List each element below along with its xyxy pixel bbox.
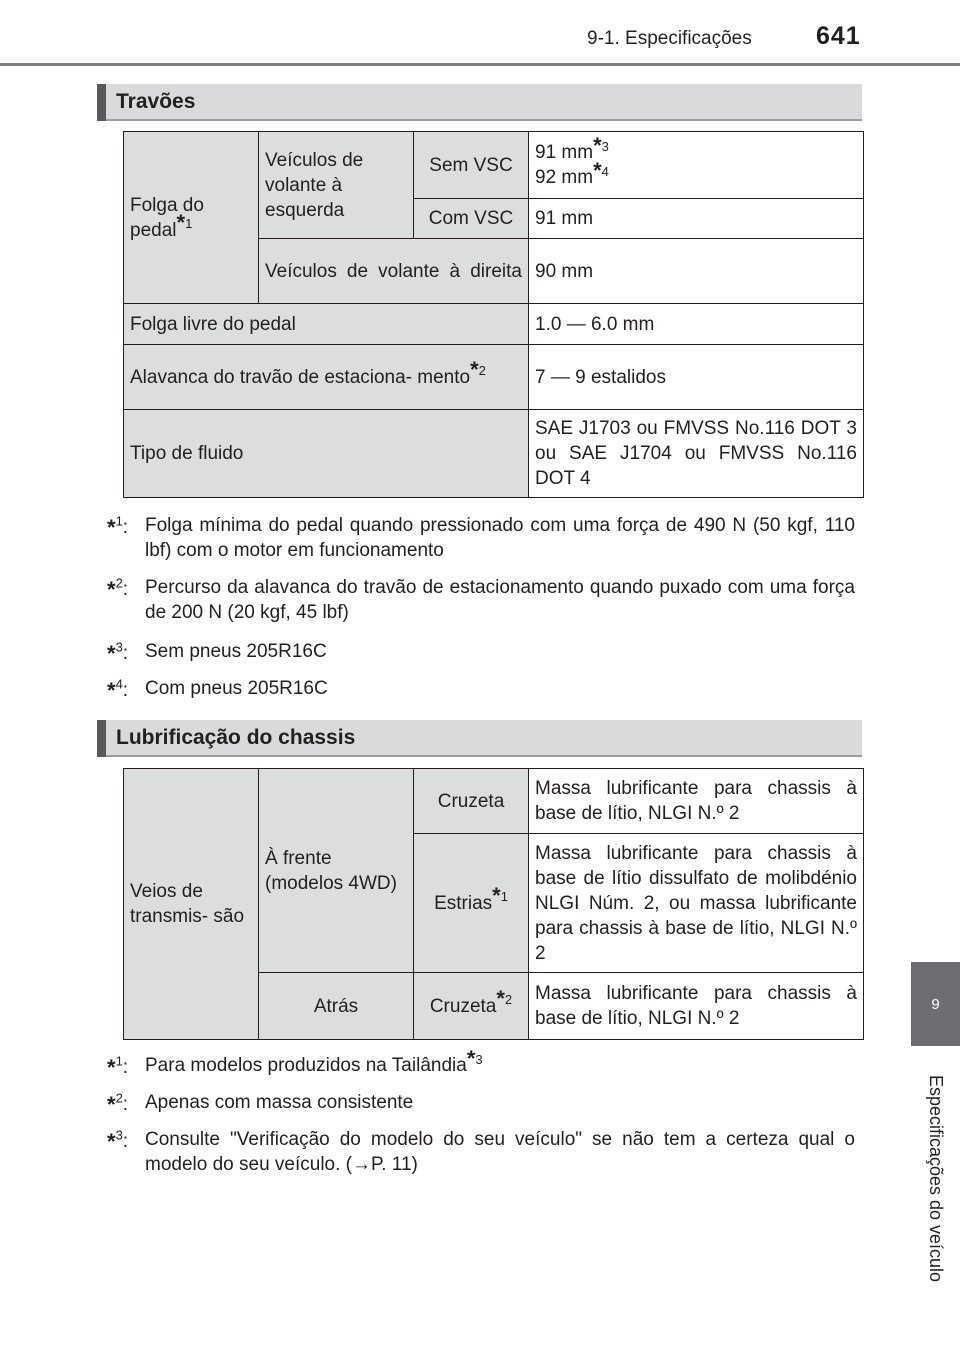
chapter-tab[interactable] [911,962,960,1046]
footnote: *$^3$: Sem pneus 205R16C [107,639,855,664]
fluid-type-value: SAE J1703 ou FMVSS No.116 DOT 3 ou SAE J1704 ou FMVSS No.116 DOT 4 [529,410,864,498]
pedal-play-label-cell: Folga do pedal$^{*1}$ [124,132,259,304]
footnote: *$^2$: Apenas com massa consistente [107,1090,855,1115]
section-marker [97,84,106,121]
header-rule [0,63,960,66]
without-vsc-value-a: 91 mm [535,142,594,163]
cross-joint-grease: Massa lubrificante para chassis à base de lítio, NLGI N.º 2 [529,769,864,834]
with-vsc-label: Com VSC [414,199,529,239]
footnote-text: Percurso da alavanca do travão de estacionamento quando puxado com uma força de 200 N (20 kgf, 45 lbf) [145,577,855,623]
drive-shafts-label: Veios de transmis- são [124,769,259,1040]
footnote: *$^4$: Com pneus 205R16C [107,676,855,701]
chapter-label [911,1052,960,1304]
front-label: À frente (modelos 4WD) [259,769,414,973]
footnote-text: Folga mínima do pedal quando pressionado com uma força de 490 N (50 kgf, 110 lbf) com o motor em funcionamento [145,515,855,561]
parking-brake-label-cell: Alavanca do travão de estaciona- mento$^{*2}$ [124,345,529,410]
footnote-text: Com pneus 205R16C [145,678,328,699]
chassis-section-title: Lubrificação do chassis [116,726,356,749]
page-number: 641 [816,22,861,50]
brakes-section-title: Travões [116,90,196,113]
rear-cross-joint-cell: Cruzeta$^{*2}$ [414,973,529,1040]
pedal-play-label: Folga do pedal [130,194,204,241]
brakes-section-bar [97,84,862,121]
rear-cross-joint-label: Cruzeta [429,995,497,1017]
parking-brake-label: Alavanca do travão de estaciona- mento [130,366,471,388]
rear-cross-joint-grease: Massa lubrificante para chassis à base de lítio, NLGI N.º 2 [529,973,864,1040]
brakes-table [123,131,864,498]
rhd-value: 90 mm [529,239,864,304]
without-vsc-value-cell: 91 $mm^{*3}$ 92 $mm^{*4}$ [529,132,864,199]
splines-grease: Massa lubrificante para chassis à base de lítio dissulfato de molibdénio NLGI Núm. 2, ou massa lubrificante para chassis à base de lítio, NLGI N.º 2 [529,834,864,973]
section-marker [97,720,106,757]
section-heading: 9-1. Especificações [587,28,752,49]
chapter-number: 9 [931,995,940,1013]
splines-label: Estrias [434,892,493,914]
without-vsc-label: Sem VSC [414,132,529,199]
fluid-type-label: Tipo de fluido [124,410,529,498]
footnote-text: Para modelos produzidos na Tailândia [145,1055,467,1076]
splines-label-cell: Estrias$^{*1}$ [414,834,529,973]
footnote-text: Sem pneus 205R16C [145,641,327,662]
footnote: *$^3$: Consulte "Verificação do modelo do seu veículo" se não tem a certeza qual o modelo do seu veículo. (→P. 11) [107,1127,855,1175]
footnote: *$^1$: Para modelos produzidos na Tailândia$^{*3}$ [107,1045,483,1080]
cross-joint-label: Cruzeta [414,769,529,834]
chassis-section-bar [97,720,862,757]
parking-brake-value: 7 — 9 estalidos [529,345,864,410]
with-vsc-value: 91 mm [529,199,864,239]
free-play-label: Folga livre do pedal [124,304,529,345]
footnote-text: Consulte "Verificação do modelo do seu veículo" se não tem a certeza qual o modelo do seu veículo. (→P. 11) [145,1129,855,1175]
lhd-label: Veículos de volante à esquerda [259,132,414,239]
chassis-table [123,768,864,1040]
rhd-label: Veículos de volante à direita [259,239,529,304]
free-play-value: 1.0 — 6.0 mm [529,304,864,345]
without-vsc-value-b: 92 mm [535,167,594,188]
chapter-title: Especificações do veículo [926,1074,946,1282]
pedal-play-sup: 1 [185,216,193,232]
footnote: *$^1$: Folga mínima do pedal quando pressionado com uma força de 490 N (50 kgf, 110 lbf) com o motor em funcionamento [107,513,855,561]
footnote: *$^2$: Percurso da alavanca do travão de estacionamento quando puxado com uma força de 200 N (20 kgf, 45 lbf) [107,575,855,623]
footnote-text: Apenas com massa consistente [145,1092,414,1113]
rear-label: Atrás [259,973,414,1040]
